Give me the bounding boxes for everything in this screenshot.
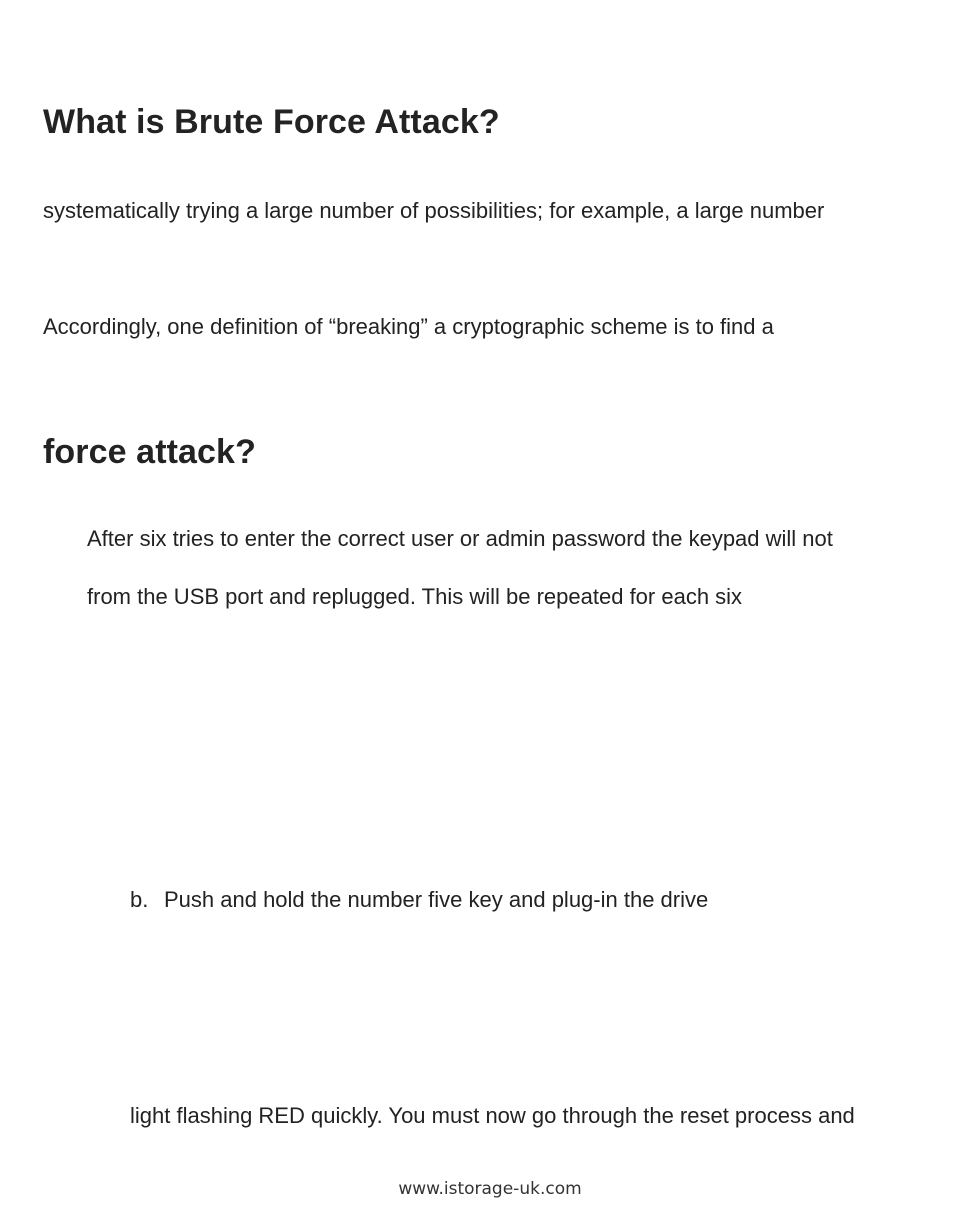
indented-line-red-flashing: light flashing RED quickly. You must now go through the reset process and xyxy=(130,1103,855,1128)
list-item-b xyxy=(130,887,708,913)
indented-line-six-tries: After six tries to enter the correct user or admin password the keypad will not xyxy=(87,526,833,551)
page-heading-brute-force: What is Brute Force Attack? xyxy=(43,103,500,141)
list-item-text: Push and hold the number five key and plug-in the drive xyxy=(164,887,709,912)
section-heading-force-attack: force attack? xyxy=(43,433,256,471)
paragraph-line-definition: Accordingly, one definition of “breaking” a cryptographic scheme is to find a xyxy=(43,314,774,339)
paragraph-line-possibilities: systematically trying a large number of possibilities; for example, a large number xyxy=(43,198,825,223)
indented-line-usb-port: from the USB port and replugged. This will be repeated for each six xyxy=(87,584,743,609)
list-item-marker: b. xyxy=(130,887,149,912)
footer-url: www.istorage-uk.com xyxy=(398,1179,582,1199)
